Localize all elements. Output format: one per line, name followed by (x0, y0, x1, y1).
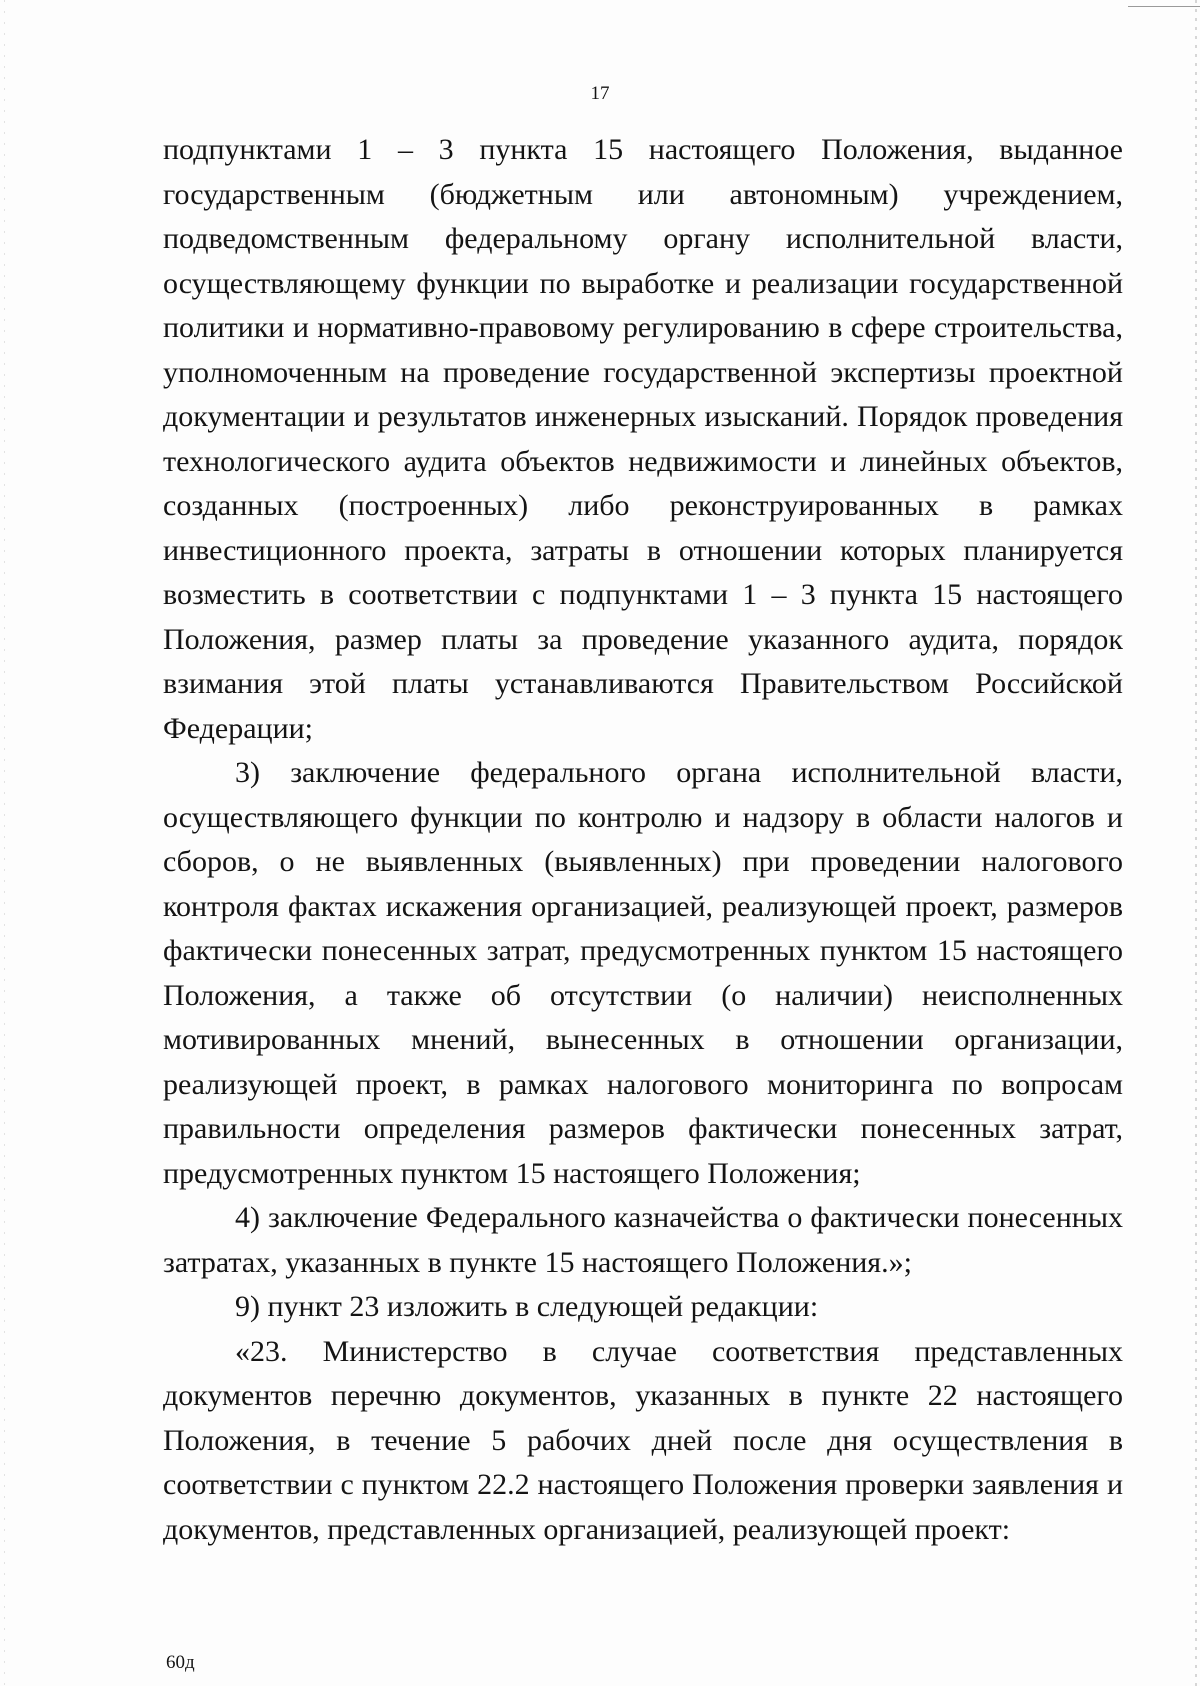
scan-edge-top (1128, 6, 1200, 7)
scan-edge-right (1195, 0, 1197, 1686)
scan-edge-left (4, 0, 5, 1686)
paragraph-item-9: 9) пункт 23 изложить в следующей редакции: (235, 1290, 819, 1323)
paragraph-point-23: «23. Министерство в случае соответствия представленных документов перечню документов, указанных в пункте 22 настоящего Положения, в течение 5 рабочих дней после дня осуществления в соответствии с пунктом 22.2 настоящего Положения проверки заявления и документов, представленных организацией, реализующей проект: (163, 1334, 1123, 1546)
footer-code: 60д (166, 1652, 195, 1673)
paragraph-item-4: 4) заключение Федерального казначейства о фактически понесенных затратах, указанных в пункте 15 настоящего Положения.»; (163, 1201, 1123, 1279)
paragraph-continuation: подпунктами 1 – 3 пункта 15 настоящего Положения, выданное государственным (бюджетным или автономным) учреждением, подведомственным федеральному органу исполнительной власти, осуществляющему функции по выработке и реализации государственной политики и нормативно-правовому регулированию в сфере строительства, уполномоченным на проведение государственной экспертизы проектной документации и результатов инженерных изысканий. Порядок проведения технологического аудита объектов недвижимости и линейных объектов, созданных (построенных) либо реконструированных в рамках инвестиционного проекта, затраты в отношении которых планируется возместить в соответствии с подпунктами 1 – 3 пункта 15 настоящего Положения, размер платы за проведение указанного аудита, порядок взимания этой платы устанавливаются Правительством Российской Федерации; (163, 133, 1123, 745)
paragraph-item-3: 3) заключение федерального органа исполнительной власти, осуществляющего функции по контролю и надзору в области налогов и сборов, о не выявленных (выявленных) при проведении налогового контроля фактах искажения организацией, реализующей проект, размеров фактически понесенных затрат, предусмотренных пунктом 15 настоящего Положения, а также об отсутствии (о наличии) неисполненных мотивированных мнений, вынесенных в отношении организации, реализующей проект, в рамках налогового мониторинга по вопросам правильности определения размеров фактически понесенных затрат, предусмотренных пунктом 15 настоящего Положения; (163, 756, 1123, 1190)
page-number: 17 (590, 83, 610, 104)
document-body (163, 128, 1123, 1552)
